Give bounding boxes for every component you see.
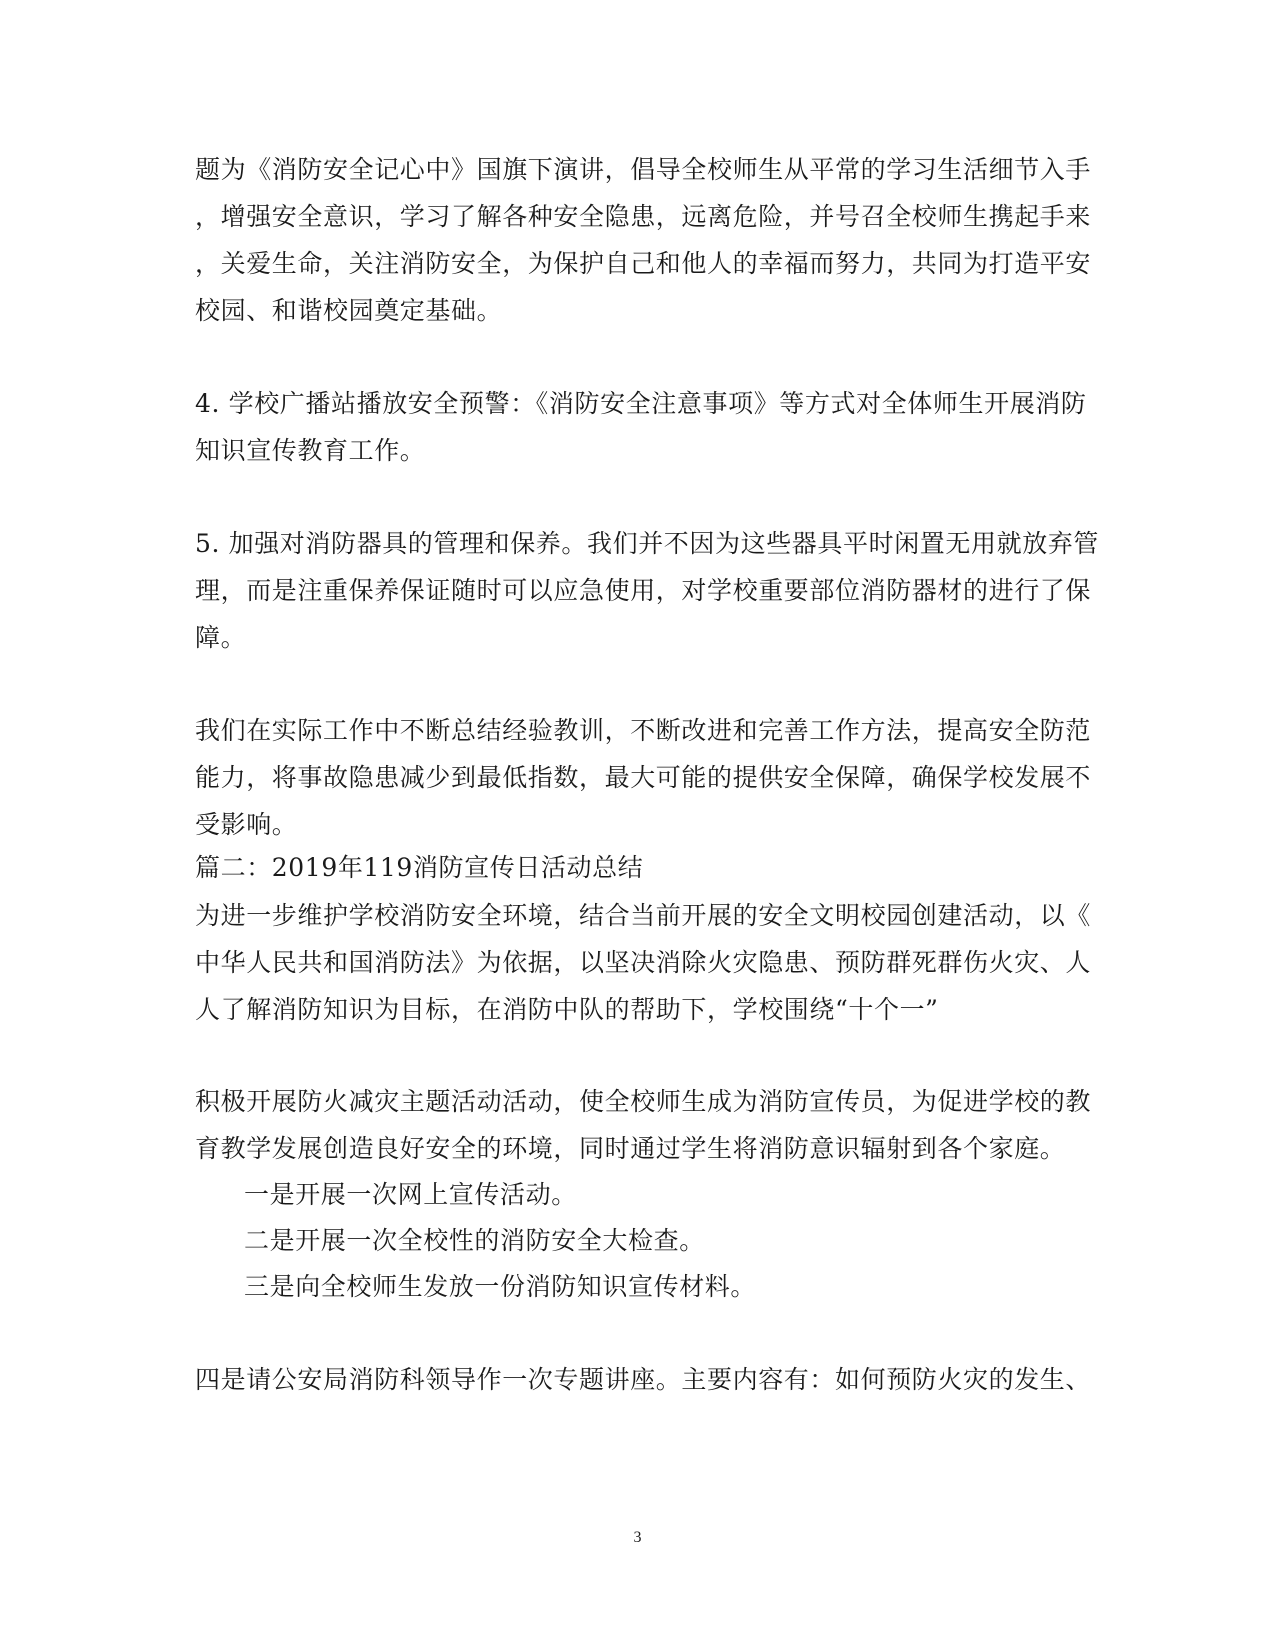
- text-line: 四是请公安局消防科领导作一次专题讲座。主要内容有：如何预防火灾的发生、: [195, 1365, 1092, 1394]
- text-line: 育教学发展创造良好安全的环境，同时通过学生将消防意识辐射到各个家庭。: [195, 1134, 1066, 1163]
- text-line: 知识宣传教育工作。: [195, 436, 426, 465]
- text-line: 我们在实际工作中不断总结经验教训，不断改进和完善工作方法，提高安全防范: [195, 716, 1092, 745]
- list-item: 三是向全校师生发放一份消防知识宣传材料。: [244, 1272, 757, 1301]
- text-line: 题为《消防安全记心中》国旗下演讲，倡导全校师生从平常的学习生活细节入手: [195, 155, 1092, 184]
- text-line: 受影响。: [195, 810, 298, 839]
- text-line: 4. 学校广播站播放安全预警：《消防安全注意事项》等方式对全体师生开展消防: [195, 389, 1087, 418]
- text-line: 人了解消防知识为目标，在消防中队的帮助下，学校围绕“十个一”: [195, 995, 939, 1024]
- list-item: 二是开展一次全校性的消防安全大检查。: [244, 1226, 705, 1255]
- text-line: 校园、和谐校园奠定基础。: [195, 296, 503, 325]
- list-item: 一是开展一次网上宣传活动。: [244, 1180, 577, 1209]
- text-line: 为进一步维护学校消防安全环境，结合当前开展的安全文明校园创建活动，以《: [195, 901, 1092, 930]
- text-line: 能力，将事故隐患减少到最低指数，最大可能的提供安全保障，确保学校发展不: [195, 763, 1092, 792]
- text-line: ，增强安全意识，学习了解各种安全隐患，远离危险，并号召全校师生携起手来: [195, 202, 1092, 231]
- text-line: 障。: [195, 623, 247, 652]
- text-line: 积极开展防火减灾主题活动活动，使全校师生成为消防宣传员，为促进学校的教: [195, 1087, 1092, 1116]
- text-line: 中华人民共和国消防法》为依据，以坚决消除火灾隐患、预防群死群伤火灾、人: [195, 948, 1092, 977]
- page-number: 3: [633, 1529, 642, 1546]
- text-line: 5. 加强对消防器具的管理和保养。我们并不因为这些器具平时闲置无用就放弃管: [195, 529, 1100, 558]
- text-line: ，关爱生命，关注消防安全，为保护自己和他人的幸福而努力，共同为打造平安: [195, 249, 1092, 278]
- text-line: 理，而是注重保养保证随时可以应急使用，对学校重要部位消防器材的进行了保: [195, 576, 1092, 605]
- section-heading: 篇二：2019年119消防宣传日活动总结: [195, 853, 644, 882]
